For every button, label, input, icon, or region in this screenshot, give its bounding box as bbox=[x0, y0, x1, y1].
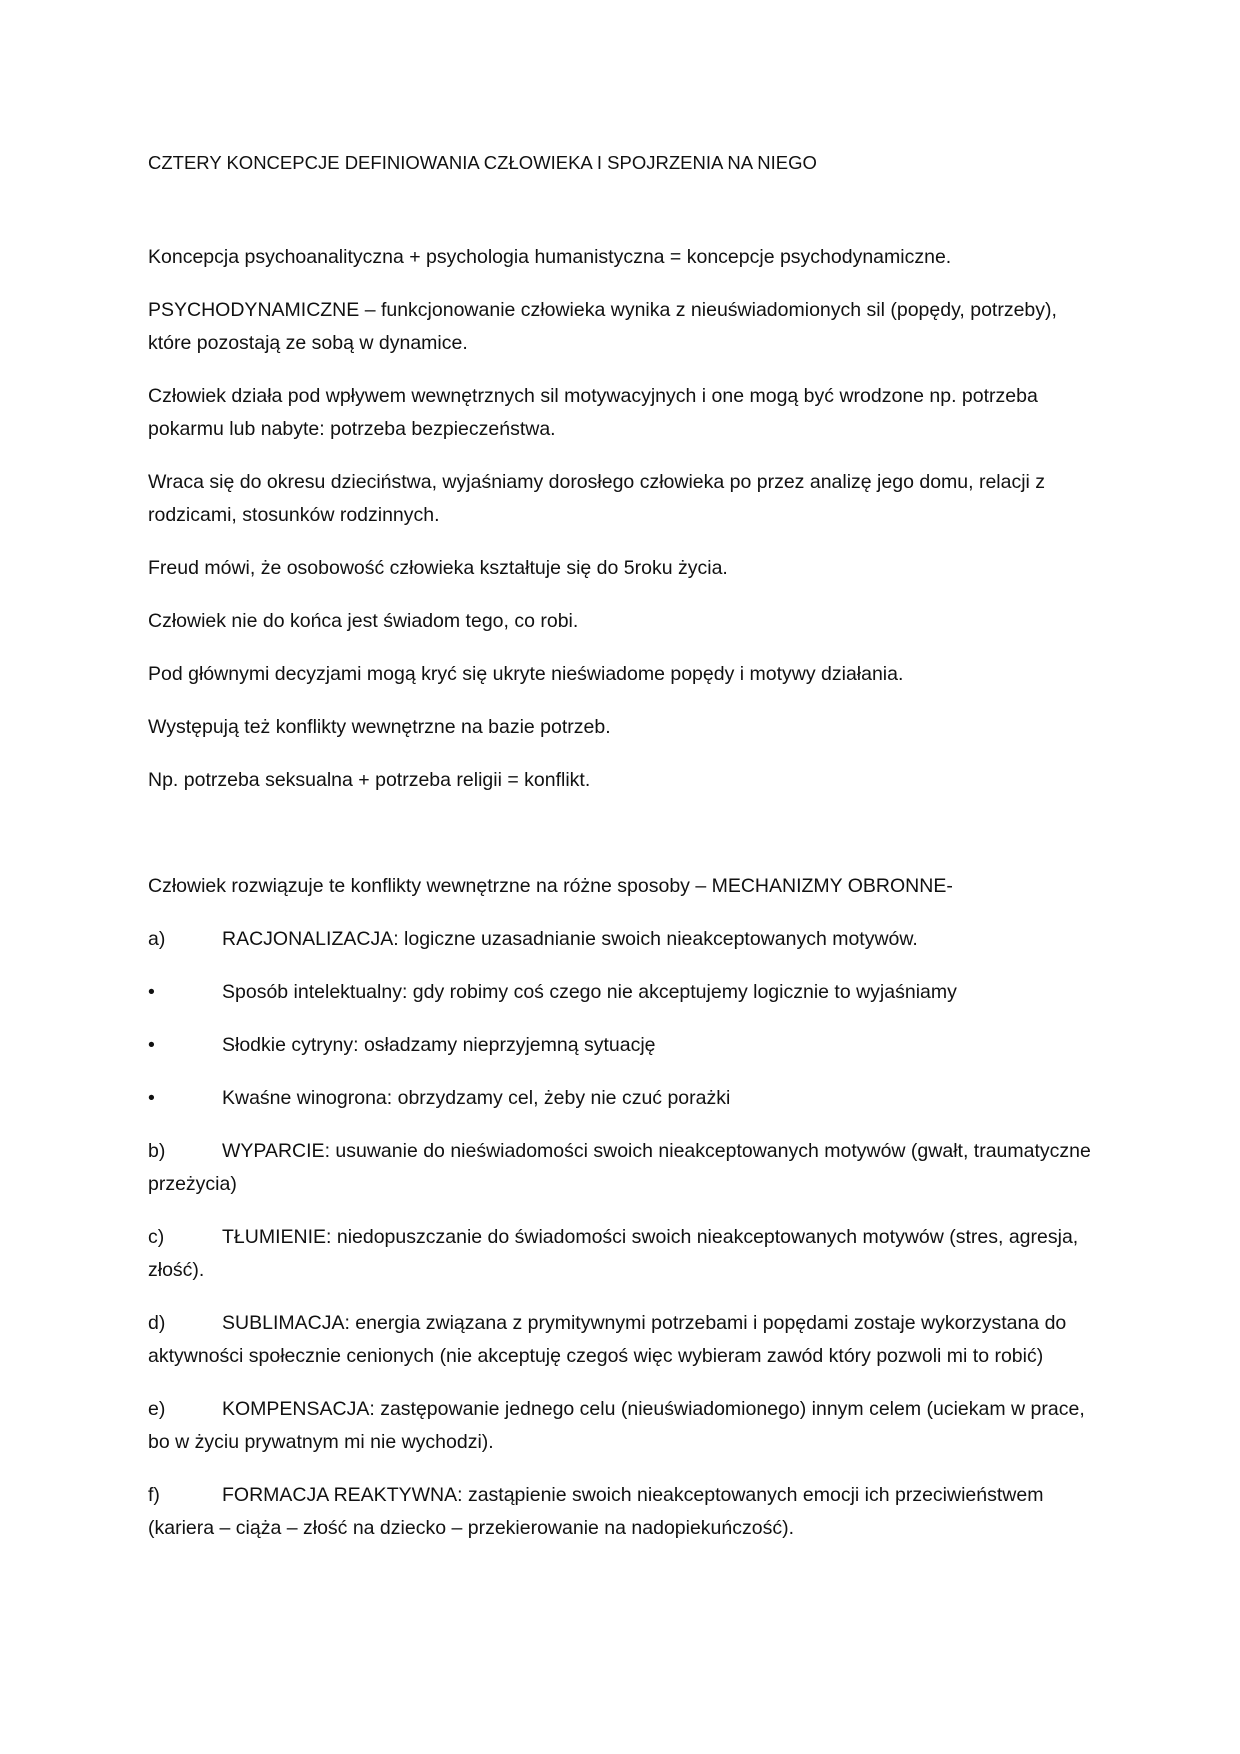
list-item bbox=[148, 923, 1094, 956]
list-marker: f) bbox=[148, 1484, 160, 1506]
paragraph: Człowiek nie do końca jest świadom tego, co robi. bbox=[148, 610, 579, 632]
paragraph: Freud mówi, że osobowość człowieka kształtuje się do 5roku życia. bbox=[148, 557, 728, 579]
list-item bbox=[148, 1479, 1094, 1545]
list-item-text: Sposób intelektualny: gdy robimy coś czego nie akceptujemy logicznie to wyjaśniamy bbox=[222, 981, 957, 1003]
list-item-text: SUBLIMACJA: energia związana z prymitywnymi potrzebami i popędami zostaje wykorzystana do aktywności społecznie cenionych (nie akceptuję czegoś więc wybieram zawód który pozwoli mi to robić) bbox=[148, 1312, 1067, 1367]
list-marker: d) bbox=[148, 1312, 166, 1334]
paragraph: Człowiek działa pod wpływem wewnętrznych sil motywacyjnych i one mogą być wrodzone np. potrzeba pokarmu lub nabyte: potrzeba bezpieczeństwa. bbox=[148, 385, 1038, 440]
paragraph: Występują też konflikty wewnętrzne na bazie potrzeb. bbox=[148, 716, 611, 738]
paragraph: Wraca się do okresu dzieciństwa, wyjaśniamy dorosłego człowieka po przez analizę jego domu, relacji z rodzicami, stosunków rodzinnych. bbox=[148, 471, 1046, 526]
list-marker: e) bbox=[148, 1398, 166, 1420]
paragraph: Np. potrzeba seksualna + potrzeba religii = konflikt. bbox=[148, 769, 591, 791]
bullet-marker: • bbox=[148, 1087, 155, 1109]
list-item-text: Kwaśne winogrona: obrzydzamy cel, żeby nie czuć porażki bbox=[222, 1087, 731, 1109]
list-item bbox=[148, 1082, 1094, 1115]
list-item bbox=[148, 976, 1094, 1009]
list-item-text: KOMPENSACJA: zastępowanie jednego celu (nieuświadomionego) innym celem (uciekam w prace, bo w życiu prywatnym mi nie wychodzi). bbox=[148, 1398, 1085, 1453]
list-item-text: RACJONALIZACJA: logiczne uzasadnianie swoich nieakceptowanych motywów. bbox=[222, 928, 918, 950]
paragraph: PSYCHODYNAMICZNE – funkcjonowanie człowieka wynika z nieuświadomionych sil (popędy, potrzeby), które pozostają ze sobą w dynamice. bbox=[148, 299, 1057, 354]
document-content bbox=[148, 146, 1094, 1565]
list-marker: c) bbox=[148, 1226, 165, 1248]
list-item-text: TŁUMIENIE: niedopuszczanie do świadomości swoich nieakceptowanych motywów (stres, agresja, złość). bbox=[148, 1226, 1079, 1281]
list-marker: b) bbox=[148, 1140, 166, 1162]
paragraph: Koncepcja psychoanalityczna + psychologia humanistyczna = koncepcje psychodynamiczne. bbox=[148, 246, 952, 268]
list-item bbox=[148, 1393, 1094, 1459]
paragraph: Pod głównymi decyzjami mogą kryć się ukryte nieświadome popędy i motywy działania. bbox=[148, 663, 904, 685]
list-item-text: FORMACJA REAKTYWNA: zastąpienie swoich nieakceptowanych emocji ich przeciwieństwem (kariera – ciąża – złość na dziecko – przekierowanie na nadopiekuńczość). bbox=[148, 1484, 1044, 1539]
list-marker: a) bbox=[148, 928, 166, 950]
list-item bbox=[148, 1221, 1094, 1287]
bullet-marker: • bbox=[148, 1034, 155, 1056]
document-title: CZTERY KONCEPCJE DEFINIOWANIA CZŁOWIEKA I SPOJRZENIA NA NIEGO bbox=[148, 152, 817, 173]
list-item-text: WYPARCIE: usuwanie do nieświadomości swoich nieakceptowanych motywów (gwałt, traumatyczne przeżycia) bbox=[148, 1140, 1091, 1195]
mechanisms-intro: Człowiek rozwiązuje te konflikty wewnętrzne na różne sposoby – MECHANIZMY OBRONNE- bbox=[148, 875, 953, 897]
list-item bbox=[148, 1135, 1094, 1201]
bullet-marker: • bbox=[148, 981, 155, 1003]
list-item bbox=[148, 1029, 1094, 1062]
list-item bbox=[148, 1307, 1094, 1373]
list-item-text: Słodkie cytryny: osładzamy nieprzyjemną sytuację bbox=[222, 1034, 656, 1056]
